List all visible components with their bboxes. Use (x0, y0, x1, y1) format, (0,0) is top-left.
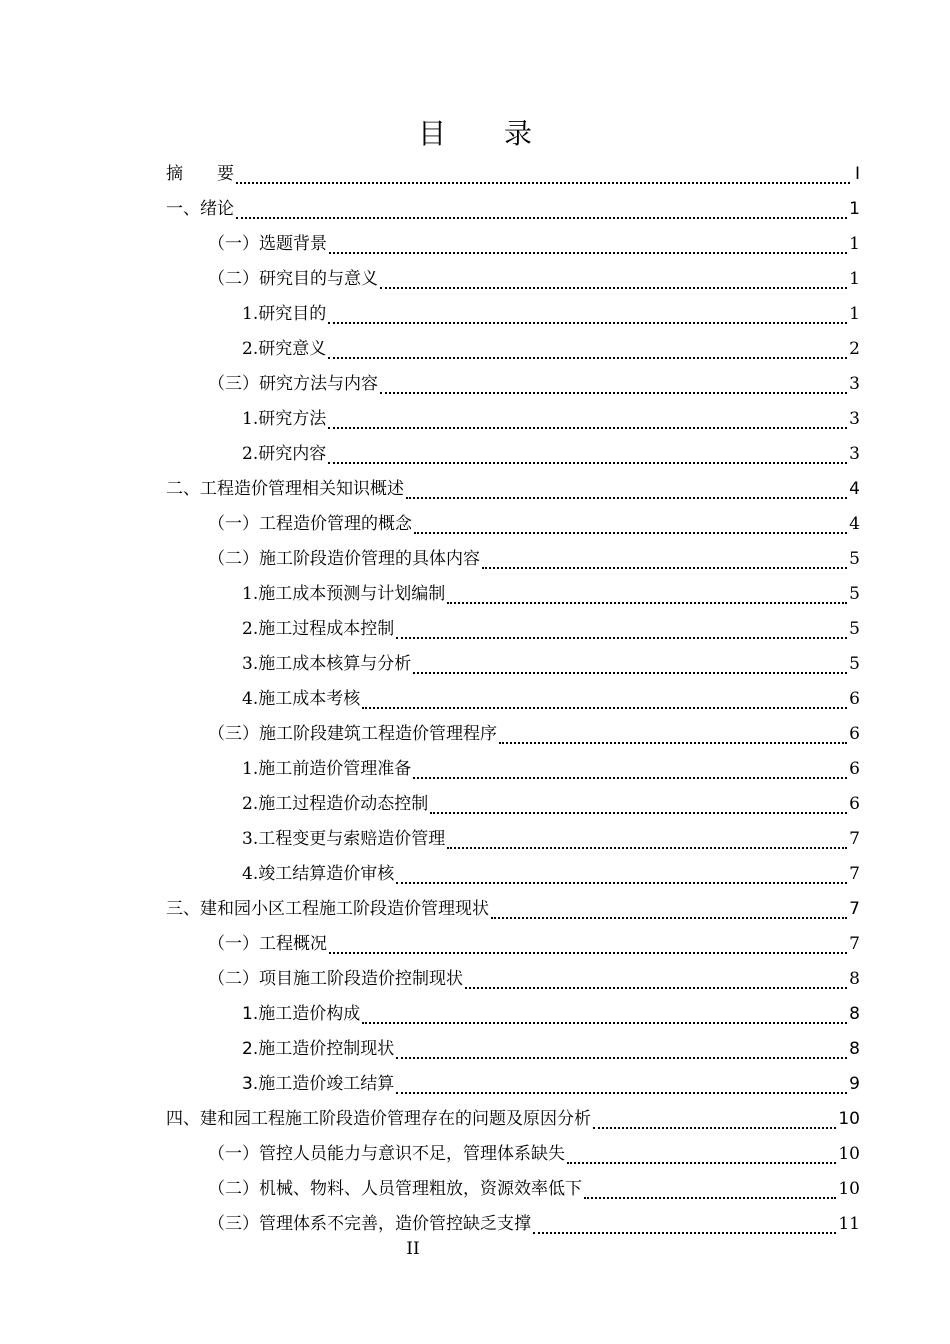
toc-entry-text: （一）工程概况 (208, 934, 327, 954)
toc-entry-page: 10 (838, 1109, 860, 1129)
toc-entry[interactable] (166, 332, 860, 367)
toc-entry-page: 7 (849, 829, 860, 849)
toc-entry-text: 2.研究意义 (242, 339, 327, 359)
toc-entry-page: 10 (838, 1144, 860, 1164)
toc-entry[interactable] (166, 297, 860, 332)
toc-dot-leader (413, 777, 847, 779)
toc-dot-leader (396, 882, 847, 884)
toc-entry[interactable] (166, 647, 860, 682)
toc-entry-page: 8 (849, 1004, 860, 1024)
toc-dot-leader (593, 1127, 836, 1129)
toc-entry-text: （一）管控人员能力与意识不足，管理体系缺失 (208, 1144, 565, 1164)
toc-entry-page: 7 (849, 899, 860, 919)
toc-dot-leader (396, 637, 847, 639)
toc-entry-text: 一、绪论 (166, 199, 234, 219)
toc-entry[interactable] (166, 577, 860, 612)
toc-entry-page: I (854, 164, 860, 184)
toc-entry[interactable] (166, 1067, 860, 1102)
toc-entry-text: 4.施工成本考核 (242, 689, 361, 709)
toc-entry-text: 四、建和园工程施工阶段造价管理存在的问题及原因分析 (166, 1109, 591, 1129)
toc-dot-leader (329, 252, 847, 254)
toc-dot-leader (533, 1232, 836, 1234)
toc-entry[interactable] (166, 717, 860, 752)
toc-entry-page: 1 (849, 199, 860, 219)
toc-dot-leader (447, 602, 847, 604)
toc-entry[interactable] (166, 962, 860, 997)
toc-entry-text: 1.研究目的 (242, 304, 327, 324)
toc-entry-text: 3.施工成本核算与分析 (242, 654, 412, 674)
toc-dot-leader (362, 707, 847, 709)
toc-entry[interactable] (166, 367, 860, 402)
toc-entry[interactable] (166, 752, 860, 787)
toc-dot-leader (328, 357, 847, 359)
toc-entry[interactable] (166, 822, 860, 857)
toc-entry-text: 1.研究方法 (242, 409, 327, 429)
toc-title-char: 目 (417, 117, 446, 150)
toc-entry-text: （二）机械、物料、人员管理粗放，资源效率低下 (208, 1179, 582, 1199)
toc-entry[interactable] (166, 1032, 860, 1067)
toc-entry-page: 10 (838, 1179, 860, 1199)
toc-entry-page: 6 (849, 759, 860, 779)
toc-title (0, 112, 950, 152)
page-number: II (406, 1239, 420, 1259)
toc-entry-page: 1 (849, 304, 860, 324)
toc-entry[interactable] (166, 542, 860, 577)
toc-entry[interactable] (166, 927, 860, 962)
toc-dot-leader (465, 987, 847, 989)
toc-dot-leader (396, 1057, 847, 1059)
toc-dot-leader (236, 217, 847, 219)
toc-entry-page: 5 (849, 654, 860, 674)
toc-dot-leader (329, 952, 847, 954)
toc-dot-leader (499, 742, 847, 744)
toc-dot-leader (328, 427, 847, 429)
toc-entry[interactable] (166, 892, 860, 927)
toc-entry-text: （二）施工阶段造价管理的具体内容 (208, 549, 480, 569)
toc-entry-page: 6 (849, 689, 860, 709)
toc-dot-leader (380, 392, 847, 394)
toc-entry-page: 7 (849, 864, 860, 884)
toc-dot-leader (406, 497, 847, 499)
toc-entry-text: （一）选题背景 (208, 234, 327, 254)
toc-dot-leader (491, 917, 847, 919)
toc-entry-page: 4 (849, 514, 860, 534)
toc-entry[interactable] (166, 1172, 860, 1207)
toc-dot-leader (414, 532, 847, 534)
toc-dot-leader (396, 1092, 847, 1094)
toc-entry[interactable] (166, 157, 860, 192)
toc-dot-leader (584, 1197, 836, 1199)
toc-entry[interactable] (166, 612, 860, 647)
toc-entry[interactable] (166, 857, 860, 892)
toc-entry[interactable] (166, 1207, 860, 1242)
toc-entry-page: 5 (849, 619, 860, 639)
toc-entry-text: 2.研究内容 (242, 444, 327, 464)
toc-entry-page: 2 (849, 339, 860, 359)
toc-entry-page: 9 (849, 1074, 860, 1094)
toc-entry[interactable] (166, 402, 860, 437)
toc-entry-page: 3 (849, 444, 860, 464)
toc-entry-text: （一）工程造价管理的概念 (208, 514, 412, 534)
toc-title-char: 录 (504, 117, 533, 150)
toc-entry-page: 8 (849, 969, 860, 989)
toc-dot-leader (236, 182, 850, 184)
toc-entry-page: 6 (849, 724, 860, 744)
toc-dot-leader (362, 1022, 847, 1024)
toc-entry[interactable] (166, 262, 860, 297)
toc-entry-page: 1 (849, 269, 860, 289)
toc-entry-text: 2.施工过程造价动态控制 (242, 794, 429, 814)
toc-entry-text: 1.施工成本预测与计划编制 (242, 584, 446, 604)
toc-entry-text: 1.施工前造价管理准备 (242, 759, 412, 779)
toc-dot-leader (430, 812, 847, 814)
toc-entry-text: 三、建和园小区工程施工阶段造价管理现状 (166, 899, 489, 919)
toc-entry-text: 1.施工造价构成 (242, 1004, 361, 1024)
toc-entry-page: 5 (849, 549, 860, 569)
toc-dot-leader (447, 847, 847, 849)
toc-entry-text: （三）管理体系不完善，造价管控缺乏支撑 (208, 1214, 531, 1234)
toc-entry[interactable] (166, 437, 860, 472)
toc-entry-page: 8 (849, 1039, 860, 1059)
toc-entry[interactable] (166, 227, 860, 262)
toc-entry-text: 二、工程造价管理相关知识概述 (166, 479, 404, 499)
toc-entry-text: 2.施工造价控制现状 (242, 1039, 395, 1059)
toc-entry-text: （三）研究方法与内容 (208, 374, 378, 394)
toc-entry-page: 3 (849, 409, 860, 429)
toc-entry-page: 11 (838, 1214, 860, 1234)
table-of-contents (166, 157, 860, 1242)
toc-entry-text: 2.施工过程成本控制 (242, 619, 395, 639)
toc-entry[interactable] (166, 192, 860, 227)
toc-entry-text: 摘 要 (166, 164, 234, 184)
toc-entry-text: （二）项目施工阶段造价控制现状 (208, 969, 463, 989)
toc-dot-leader (413, 672, 847, 674)
toc-entry[interactable] (166, 1137, 860, 1172)
toc-entry[interactable] (166, 507, 860, 542)
toc-dot-leader (482, 567, 847, 569)
toc-entry[interactable] (166, 472, 860, 507)
toc-entry-text: 3.施工造价竣工结算 (242, 1074, 395, 1094)
toc-entry-page: 5 (849, 584, 860, 604)
toc-entry[interactable] (166, 1102, 860, 1137)
toc-entry[interactable] (166, 787, 860, 822)
toc-entry[interactable] (166, 682, 860, 717)
toc-entry-page: 3 (849, 374, 860, 394)
toc-dot-leader (380, 287, 847, 289)
toc-dot-leader (328, 462, 847, 464)
toc-dot-leader (567, 1162, 836, 1164)
toc-entry-page: 4 (849, 479, 860, 499)
toc-entry-text: （三）施工阶段建筑工程造价管理程序 (208, 724, 497, 744)
toc-dot-leader (328, 322, 847, 324)
toc-entry-text: 3.工程变更与索赔造价管理 (242, 829, 446, 849)
toc-entry-text: （二）研究目的与意义 (208, 269, 378, 289)
toc-entry-page: 1 (849, 234, 860, 254)
toc-entry-page: 7 (849, 934, 860, 954)
toc-entry-text: 4.竣工结算造价审核 (242, 864, 395, 884)
toc-entry[interactable] (166, 997, 860, 1032)
toc-entry-page: 6 (849, 794, 860, 814)
